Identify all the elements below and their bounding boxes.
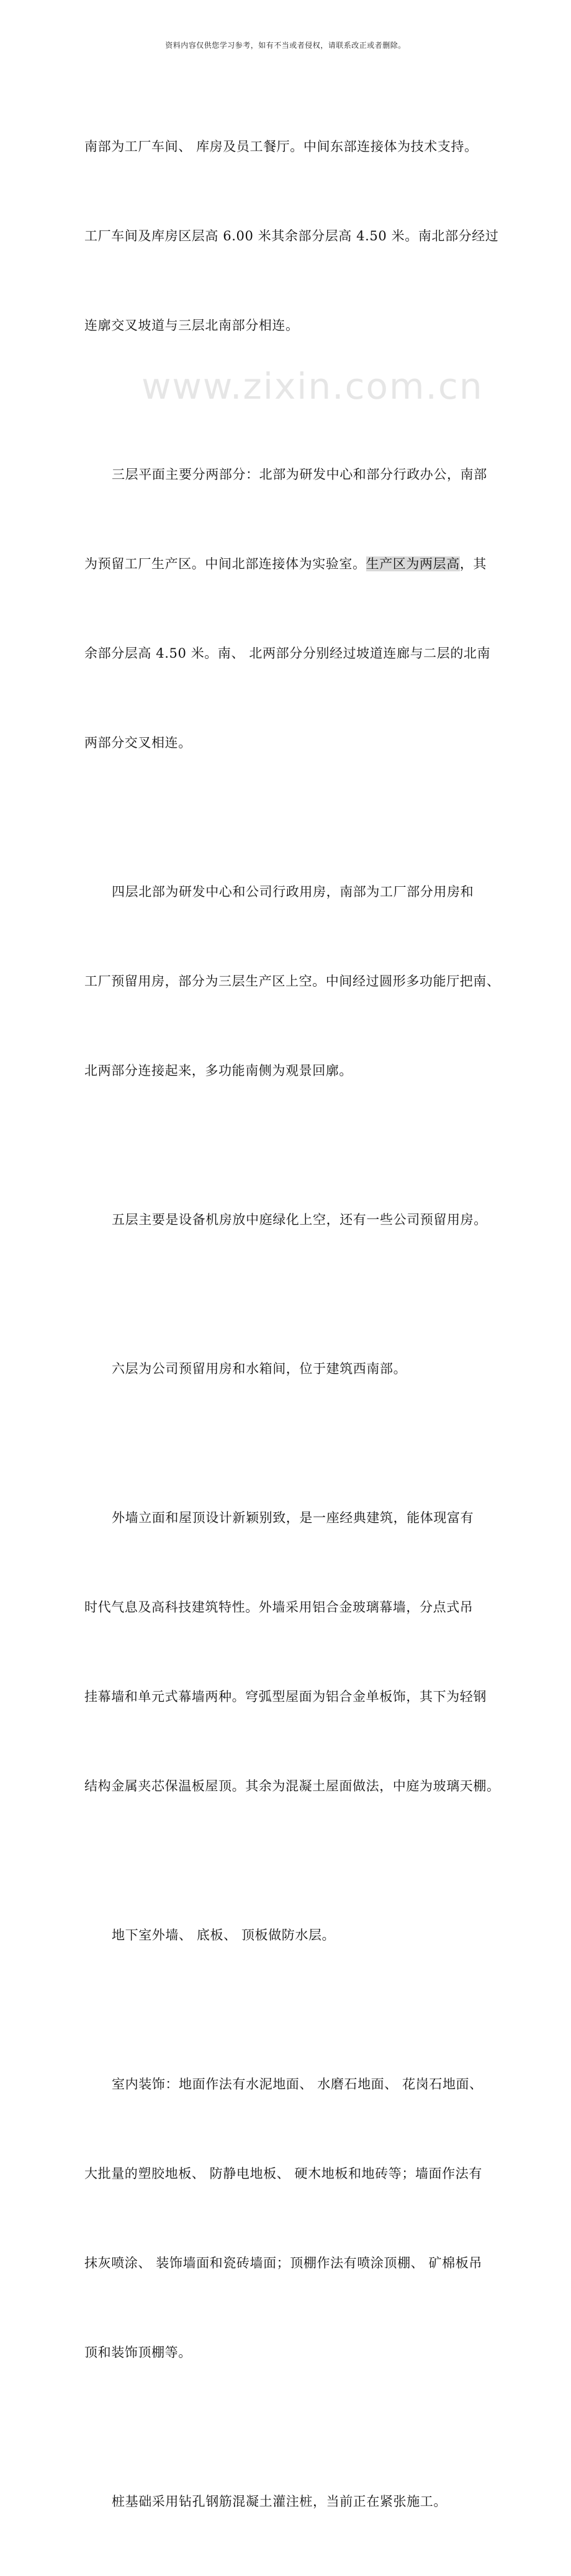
text-line: 南部为工厂车间、 库房及员工餐厅。中间东部连接体为技术支持。 — [84, 139, 478, 154]
text-line: 四层北部为研发中心和公司行政用房，南部为工厂部分用房和 — [112, 884, 474, 899]
paragraph-facade — [84, 1443, 506, 1861]
text-line: 连廓交叉坡道与三层北南部分相连。 — [84, 318, 299, 333]
text-line: 北两部分连接起来，多功能南侧为观景回廓。 — [84, 1063, 353, 1078]
paragraph-floor5 — [84, 1145, 506, 1294]
text-line: 结构金属夹芯保温板屋顶。其余为混凝土屋面做法，中庭为玻璃天棚。 — [84, 1779, 500, 1794]
text-line: 六层为公司预留用房和水箱间，位于建筑西南部。 — [112, 1361, 407, 1376]
paragraph-basement — [84, 1861, 506, 2010]
text-line: 余部分层高 4.50 米。南、 北两部分分别经过坡道连廊与二层的北南 — [84, 646, 491, 661]
text-line — [84, 549, 506, 579]
text-line: 两部分交叉相连。 — [84, 735, 192, 750]
text-line: 工厂预留用房，部分为三层生产区上空。中间经过圆形多功能厅把南、 — [84, 974, 500, 989]
text-line: 大批量的塑胶地板、 防静电地板、 硬木地板和地砖等；墙面作法有 — [84, 2166, 482, 2181]
paragraph-foundation — [84, 2427, 506, 2576]
highlighted-text: 生产区为两层高 — [366, 556, 460, 571]
text-line: 五层主要是设备机房放中庭绿化上空，还有一些公司预留用房。 — [112, 1212, 487, 1227]
watermark: www.zixin.com.cn — [142, 365, 483, 407]
document-body — [84, 72, 506, 2576]
text-line: 时代气息及高科技建筑特性。外墙采用铝合金玻璃幕墙，分点式吊 — [84, 1600, 474, 1615]
page-header-notice: 资料内容仅供您学习参考，如有不当或者侵权，请联系改正或者删除。 — [165, 41, 406, 50]
paragraph-interior — [84, 2010, 506, 2427]
text-line: 工厂车间及库房区层高 6.00 米其余部分层高 4.50 米。南北部分经过 — [84, 229, 499, 243]
paragraph-floor3 — [84, 400, 506, 817]
paragraph-floor2-continued — [84, 72, 506, 400]
text-line: 顶和装饰顶棚等。 — [84, 2345, 192, 2360]
paragraph-floor6 — [84, 1294, 506, 1443]
text-line: 抹灰喷涂、 装饰墙面和瓷砖墙面；顶棚作法有喷涂顶棚、 矿棉板吊 — [84, 2256, 482, 2270]
text-line: 三层平面主要分两部分：北部为研发中心和部分行政办公，南部 — [112, 467, 487, 482]
text-line: 外墙立面和屋顶设计新颖别致，是一座经典建筑，能体现富有 — [112, 1510, 474, 1525]
text-line: 地下室外墙、 底板、 顶板做防水层。 — [112, 1928, 336, 1943]
text-segment: ，其 — [459, 556, 487, 571]
text-line: 室内装饰：地面作法有水泥地面、 水磨石地面、 花岗石地面、 — [112, 2077, 483, 2092]
text-line: 挂幕墙和单元式幕墙两种。穹弧型屋面为铝合金单板饰，其下为轻钢 — [84, 1689, 487, 1704]
text-line: 桩基础采用钻孔钢筋混凝土灌注桩，当前正在紧张施工。 — [112, 2494, 447, 2509]
paragraph-floor4 — [84, 817, 506, 1145]
text-segment: 为预留工厂生产区。中间北部连接体为实验室。 — [84, 556, 366, 571]
